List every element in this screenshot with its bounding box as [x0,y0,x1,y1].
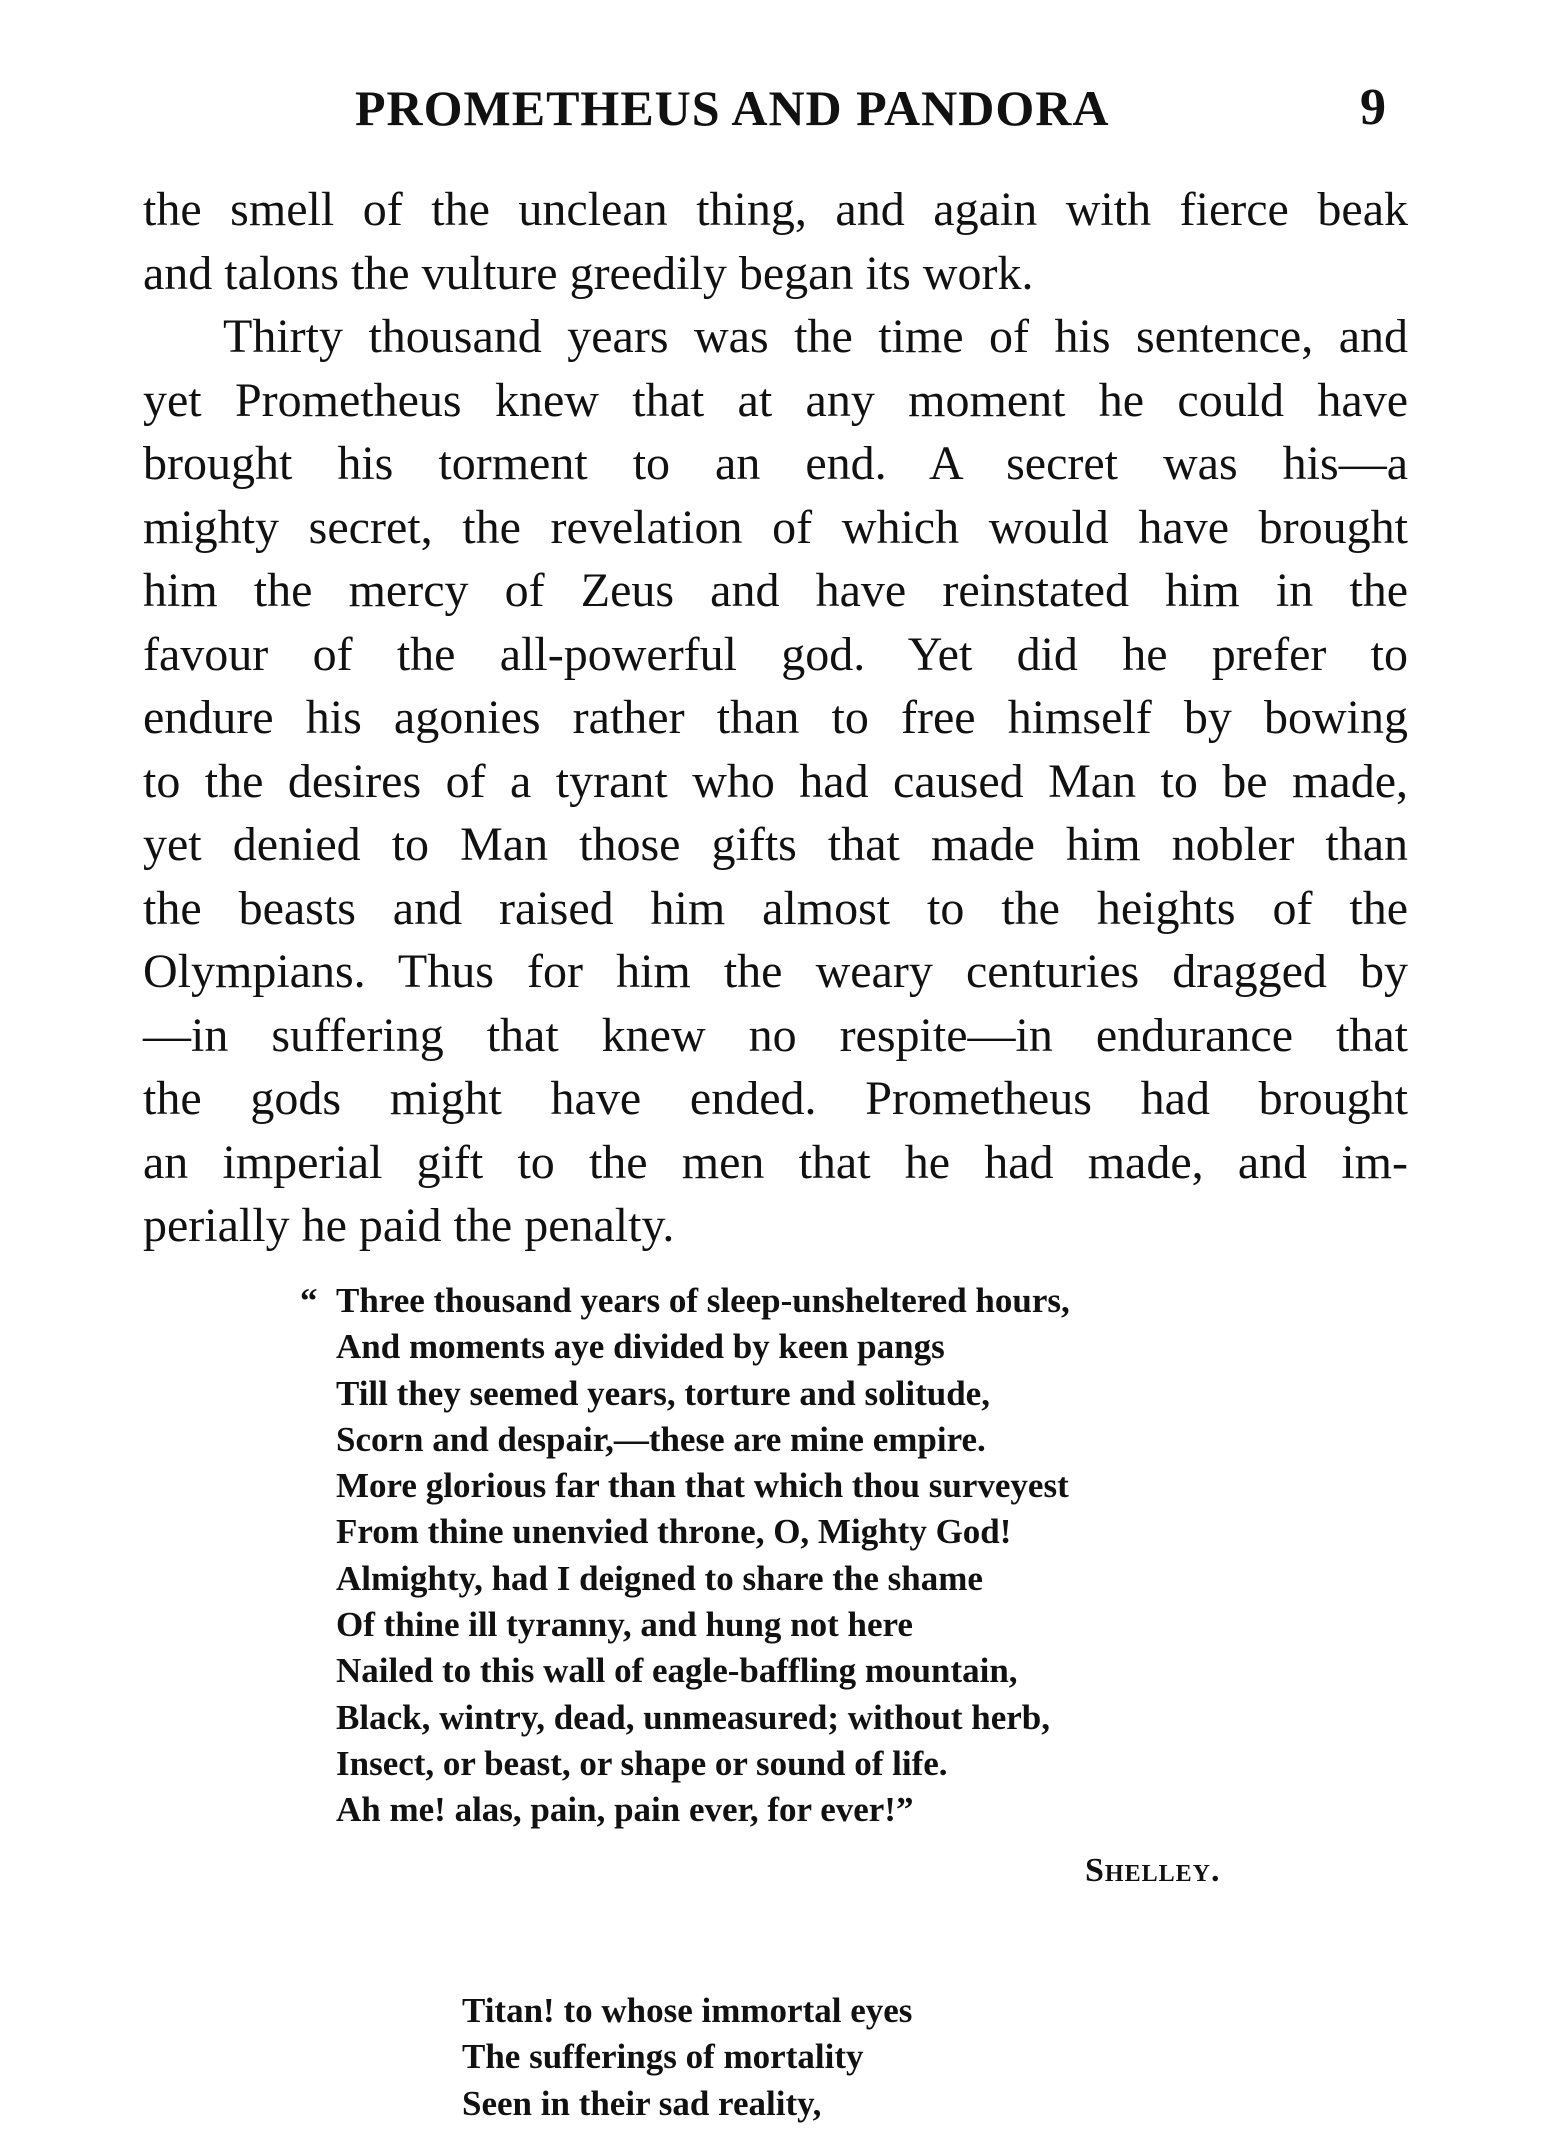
prose-line: perially he paid the penalty. [143,1199,675,1252]
verse-line: Scorn and despair,—these are mine empire. [336,1419,986,1459]
poem-attribution: Shelley. [1085,1852,1221,1889]
prose-line: an imperial gift to the men that he had made, and im- [143,1135,1408,1189]
prose-line: endure his agonies rather than to free himself by bowing [143,691,1408,744]
verse-line: Almighty, had I deigned to share the shame [336,1558,983,1598]
prose-line: mighty secret, the revelation of which would have brought [143,500,1408,554]
prose-line: favour of the all-powerful god. Yet did he prefer to [143,627,1408,681]
verse-line: And moments aye divided by keen pangs [336,1327,945,1367]
verse-line: The sufferings of mortality [462,2037,864,2077]
prose-line: —in suffering that knew no respite—in endurance that [143,1008,1408,1062]
prose-line: yet Prometheus knew that at any moment he could have [143,373,1408,427]
prose-line: him the mercy of Zeus and have reinstated him in the [143,564,1408,617]
page-number: 9 [1360,79,1386,136]
prose-line: Olympians. Thus for him the weary centuries dragged by [143,945,1408,998]
prose-body [143,178,1408,1258]
verse-line: Ah me! alas, pain, pain ever, for ever!” [336,1790,914,1830]
prose-line: the beasts and raised him almost to the heights of the [143,881,1408,935]
prose-line: Thirty thousand years was the time of his sentence, and [223,310,1408,363]
verse-line: Till they seemed years, torture and solitude, [336,1373,990,1413]
prose-line: the smell of the unclean thing, and again with fierce beak [143,183,1408,236]
verse-line: From thine unenvied throne, O, Mighty God! [336,1512,1012,1552]
verse-line: Seen in their sad reality, [462,2083,822,2123]
shelley-quotation [300,1278,1070,1834]
opening-quote-mark: “ [300,1281,318,1320]
running-title: PROMETHEUS AND PANDORA [355,80,1110,136]
verse-line: Of thine ill tyranny, and hung not here [336,1605,913,1645]
prose-line: the gods might have ended. Prometheus had brought [143,1072,1408,1125]
prose-line: to the desires of a tyrant who had caused Man to be made, [143,754,1408,808]
verse-line: Black, wintry, dead, unmeasured; without herb, [336,1697,1051,1737]
verse-line [300,1278,1070,1324]
titan-verse [462,1988,912,2127]
prose-line: and talons the vulture greedily began its work. [143,246,1034,300]
verse-line: More glorious far than that which thou surveyest [336,1466,1069,1506]
prose-line: brought his torment to an end. A secret was his—a [143,437,1408,490]
verse-line: Nailed to this wall of eagle-baffling mountain, [336,1651,1018,1691]
verse-line: Insect, or beast, or shape or sound of life. [336,1743,948,1783]
prose-line: yet denied to Man those gifts that made him nobler than [143,818,1408,871]
verse-line: Titan! to whose immortal eyes [462,1991,913,2030]
verse-line-text: Three thousand years of sleep-unsheltered hours, [336,1281,1070,1320]
